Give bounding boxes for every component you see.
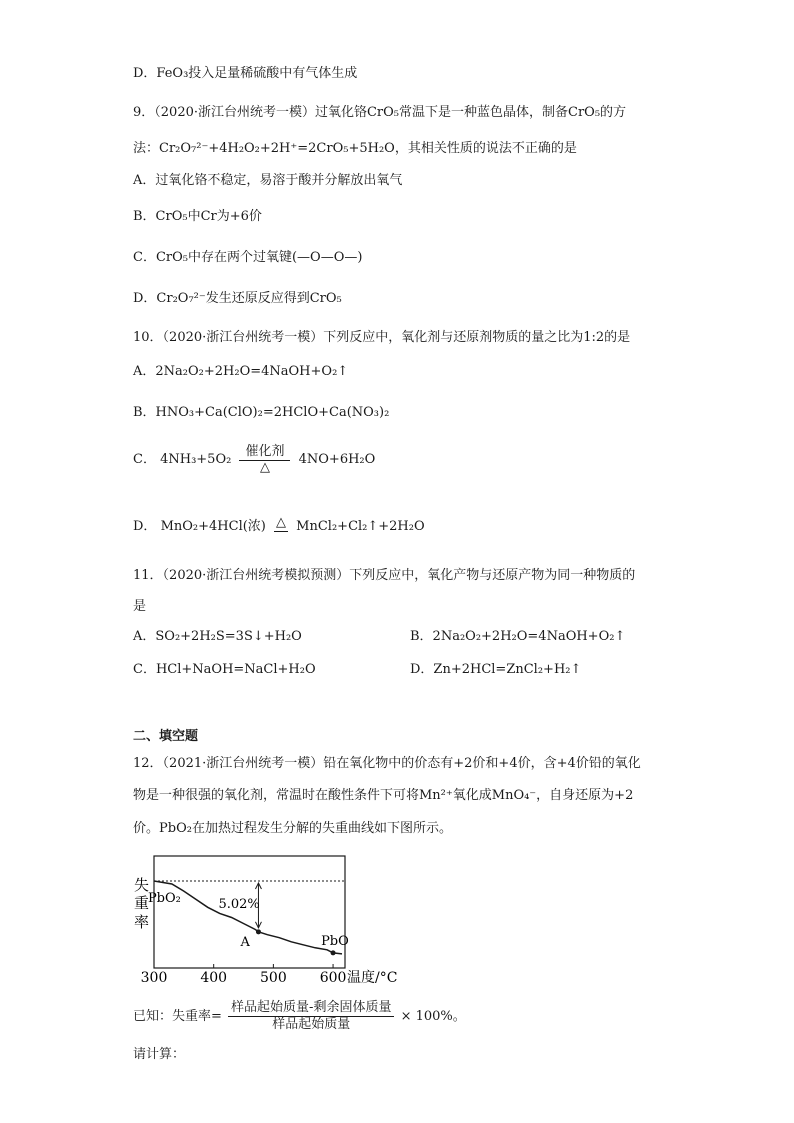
question-12-stem-line2: 物是一种很强的氧化剂，常温时在酸性条件下可将Mn²⁺氧化成MnO₄⁻，自身还原为+2 (133, 788, 634, 803)
option-d-reactants: MnO₂+4HCl(浓) (160, 519, 266, 534)
question-9-stem-line2: 法：Cr₂O₇²⁻+4H₂O₂+2H⁺=2CrO₅+5H₂O，其相关性质的说法不正确的是 (133, 141, 577, 156)
question-9-option-d: D．Cr₂O₇²⁻发生还原反应得到CrO₅ (133, 291, 342, 306)
question-11-stem-line2: 是 (133, 599, 147, 614)
label-pbo: PbO (321, 933, 349, 949)
known-suffix: × 100%。 (400, 1009, 466, 1024)
question-10-stem: 10．（2020·浙江台州统考一模）下列反应中，氧化剂与还原剂物质的量之比为1:2的是 (133, 330, 631, 345)
condition-heat: △ (259, 460, 270, 475)
question-9-option-c: C．CrO₅中存在两个过氧键(—O—O—) (133, 250, 363, 265)
question-11-option-b: B．2Na₂O₂+2H₂O=4NaOH+O₂↑ (410, 629, 626, 644)
known-fraction (228, 1000, 394, 1033)
fraction-denominator: 样品起始质量 (272, 1017, 351, 1032)
question-12-stem-line1: 12．（2021·浙江台州统考一模）铅在氧化物中的价态有+2价和+4价，含+4价铅的氧化 (133, 756, 641, 771)
question-11-option-c: C．HCl+NaOH=NaCl+H₂O (133, 662, 316, 677)
chart-ylabel-char2: 重 (134, 894, 150, 912)
x-tick-label: 400 (200, 970, 228, 986)
question-9-option-b: B．CrO₅中Cr为+6价 (133, 209, 262, 224)
question-11-option-a: A．SO₂+2H₂S=3S↓+H₂O (133, 629, 302, 644)
question-12-calc: 请计算： (133, 1047, 186, 1062)
option-d-label: D． (133, 519, 157, 534)
option-c-reactants: 4NH₃+5O₂ (160, 452, 232, 467)
point-pbo (331, 950, 336, 955)
question-9-option-a: A．过氧化铬不稳定，易溶于酸并分解放出氧气 (133, 173, 403, 188)
chart-xlabel: 温度/°C (347, 970, 398, 986)
question-10-option-c (133, 444, 375, 475)
x-tick-label: 500 (260, 970, 287, 986)
question-8-option-d: D．FeO₃投入足量稀硫酸中有气体生成 (133, 66, 358, 81)
heat-symbol: △ (276, 515, 287, 530)
chart-ylabel-char1: 失 (134, 876, 150, 894)
option-d-products: MnCl₂+Cl₂↑+2H₂O (296, 519, 425, 534)
label-pbo2: PbO₂ (147, 891, 181, 906)
section-title: 二、填空题 (133, 729, 199, 744)
option-c-label: C． (133, 452, 156, 467)
point-a (256, 929, 261, 934)
question-10-option-d (133, 515, 425, 537)
x-tick-label: 600 (319, 970, 347, 986)
option-c-products: 4NO+6H₂O (298, 452, 376, 467)
weight-loss-chart (133, 854, 413, 989)
question-12-stem-line3: 价。PbO₂在加热过程发生分解的失重曲线如下图所示。 (133, 821, 452, 836)
question-10-option-b: B．HNO₃+Ca(ClO)₂=2HClO+Ca(NO₃)₂ (133, 405, 390, 420)
question-10-option-a: A．2Na₂O₂+2H₂O=4NaOH+O₂↑ (133, 364, 349, 379)
question-9-stem-line1: 9．（2020·浙江台州统考一模）过氧化铬CrO₅常温下是一种蓝色晶体，制备CrO₅的方 (133, 105, 627, 120)
label-weight-loss-percent: 5.02% (218, 897, 260, 912)
chart-frame (154, 856, 345, 968)
reaction-condition (239, 444, 290, 475)
question-11-option-d: D．Zn+2HCl=ZnCl₂+H₂↑ (410, 662, 582, 677)
known-formula (133, 1000, 466, 1033)
label-point-a: A (240, 934, 250, 950)
condition-catalyst: 催化剂 (239, 444, 290, 461)
reaction-condition-heat (274, 515, 288, 532)
fraction-numerator: 样品起始质量-剩余固体质量 (228, 1000, 394, 1017)
chart-ylabel-char3: 率 (134, 913, 150, 931)
question-11-stem-line1: 11．（2020·浙江台州统考模拟预测）下列反应中，氧化产物与还原产物为同一种物质的 (133, 568, 636, 583)
known-prefix: 已知：失重率= (133, 1009, 222, 1024)
x-tick-label: 300 (140, 970, 168, 986)
